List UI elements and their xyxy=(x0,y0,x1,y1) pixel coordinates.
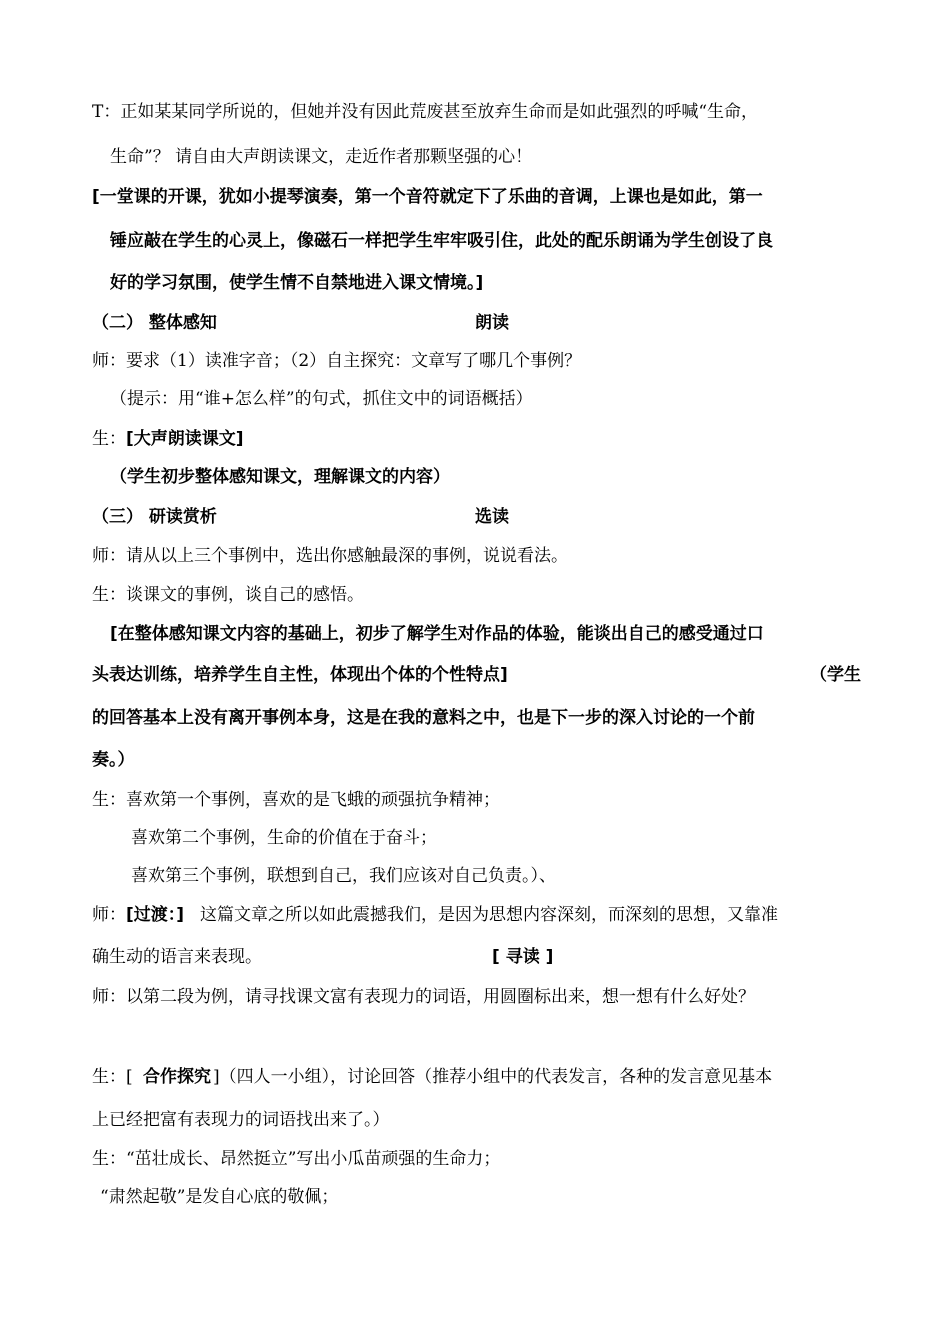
paragraph-line: “肃然起敬”是发自心底的敬佩； xyxy=(100,1187,339,1207)
paragraph-line: （提示：用“谁+怎么样”的句式，抓住文中的词语概括） xyxy=(110,389,533,409)
paragraph-line: 师：要求（1）读准字音；（2）自主探究：文章写了哪几个事例？ xyxy=(92,351,582,371)
section-mode: [ 寻读 ] xyxy=(492,947,554,967)
paragraph-line: ]（四人一小组），讨论回答（推荐小组中的代表发言，各种的发言意见基本 xyxy=(213,1067,773,1087)
annotation-line: 头表达训练，培养学生自主性，体现出个体的个性特点] xyxy=(92,665,508,685)
annotation-line: 的回答基本上没有离开事例本身，这是在我的意料之中，也是下一步的深入讨论的一个前 xyxy=(92,708,755,728)
paragraph-line: 师：以第二段为例，请寻找课文富有表现力的词语，用圆圈标出来，想一想有什么好处？ xyxy=(92,987,755,1007)
paragraph-line: 生命”？ 请自由大声朗读课文，走近作者那颗坚强的心！ xyxy=(110,147,533,167)
annotation-inline: [大声朗读课文] xyxy=(126,429,244,449)
speaker-label: 生：[ xyxy=(92,1067,133,1087)
paragraph-line: T：正如某某同学所说的，但她并没有因此荒废甚至放弃生命而是如此强烈的呼喊“生命， xyxy=(92,102,759,122)
paragraph-line: 确生动的语言来表现。 xyxy=(92,947,262,967)
paragraph-line: 喜欢第二个事例，生命的价值在于奋斗； xyxy=(131,828,437,848)
paragraph-line: 生：谈课文的事例，谈自己的感悟。 xyxy=(92,585,364,605)
paragraph-line: 上已经把富有表现力的词语找出来了。） xyxy=(92,1110,390,1130)
annotation-line: （学生初步整体感知课文，理解课文的内容） xyxy=(110,467,450,487)
annotation-line: [在整体感知课文内容的基础上，初步了解学生对作品的体验，能谈出自己的感受通过口 xyxy=(110,624,764,644)
annotation-inline: （学生 xyxy=(810,665,861,685)
paragraph-line: 这篇文章之所以如此震撼我们，是因为思想内容深刻，而深刻的思想，又靠准 xyxy=(200,905,778,925)
paragraph-line: 生：“茁壮成长、昂然挺立”写出小瓜苗顽强的生命力； xyxy=(92,1149,501,1169)
annotation-line: [一堂课的开课，犹如小提琴演奏，第一个音符就定下了乐曲的音调，上课也是如此，第一 xyxy=(92,187,763,207)
annotation-inline: [过渡：] xyxy=(126,905,185,925)
annotation-line: 奏。） xyxy=(92,750,135,770)
annotation-line: 好的学习氛围，使学生情不自禁地进入课文情境。] xyxy=(110,273,484,293)
paragraph-line: 师：请从以上三个事例中，选出你感触最深的事例，说说看法。 xyxy=(92,546,568,566)
speaker-label: 生： xyxy=(92,429,126,449)
paragraph-line: 生：喜欢第一个事例，喜欢的是飞蛾的顽强抗争精神； xyxy=(92,790,500,810)
paragraph-line: 喜欢第三个事例，联想到自己，我们应该对自己负责。）、 xyxy=(131,866,556,886)
section-mode: 朗读 xyxy=(475,313,509,333)
section-heading: （二） 整体感知 xyxy=(92,313,217,333)
speaker-label: 师： xyxy=(92,905,126,925)
annotation-inline: 合作探究 xyxy=(143,1067,211,1087)
annotation-line: 锤应敲在学生的心灵上，像磁石一样把学生牢牢吸引住，此处的配乐朗诵为学生创设了良 xyxy=(110,231,773,251)
section-mode: 选读 xyxy=(475,507,509,527)
section-heading: （三） 研读赏析 xyxy=(92,507,217,527)
